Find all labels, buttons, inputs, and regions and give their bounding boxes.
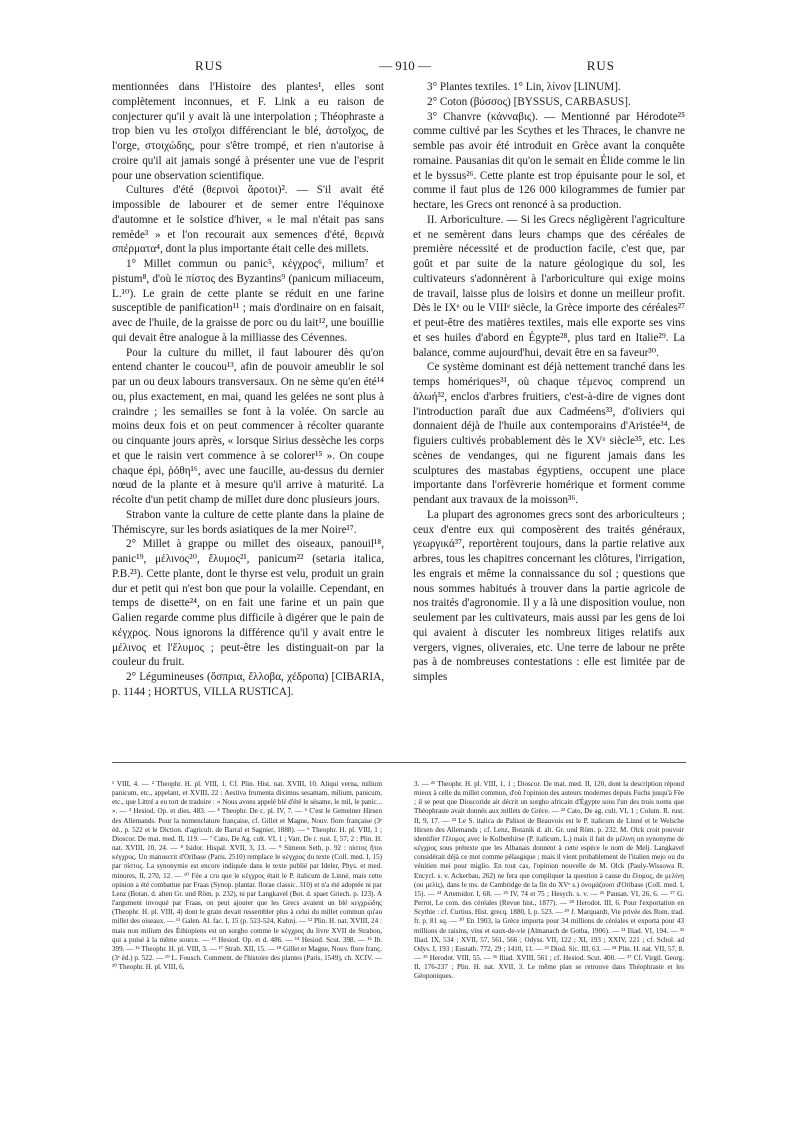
paragraph: Pour la culture du millet, il faut labourer dès qu'on entend chanter le coucou¹³, afin de pouvoir ameublir le sol par un ou deux labours transversaux. On ne sème qu'en été¹⁴ ou, plus exactement, en mai, quand les gelées ne sont plus à craindre ; les semailles se font à la volée. On sarcle au moins deux fois et on peut commencer à récolter quarante ou cinquante jours après, « lorsque Sirius dessèche les corps et que le raisin vert commence à se colorer¹⁵ ». On coupe chaque épi, ῥόθη¹⁶, avec une faucille, au-dessus du dernier nœud de la plante et à mesure qu'il arrive à maturité. La récolte d'un petit champ de millet dure donc plusieurs jours.	[112, 346, 384, 506]
footnote-block: ¹ VIII, 4. — ² Theophr. H. pl. VIII, 1. Cf. Plin. Hist. nat. XVIII, 10. Aliqui verna, milium panicum, etc., appelant, et XVIII, 22 : Aestiva frumenta diximus sesamam, milium, panicum, etc., que Littré a eu tort de traduire : « Nous avons appelé blé d'été le sésame, le mil, le panic... ». — ³ Hesiod. Op. et dies, 483. — ⁴ Theophr. De c. pl. IV, 7. — ⁵ C'est le Gemeiner Hirsen des Allemands. Pour la nomenclature française, cf. Gillet et Magne, Nouv. flore française (3ᵉ éd., p. 522 et le Diction. d'agricult. de Barral et Sagnier, 1888). — ⁶ Theophr. H. pl. VIII, 1 ; Dioscor. De mat. med. II, 119. — ⁷ Cato, De Ag. cult. VI, 1 ; Varr. De r. rust. I, 57, 2 ; Plin. H. nat. XVIII, 10, 24. — ⁸ Isidor. Hispal. XVII, 3, 13. — ⁹ Simeon Seth, p. 92 : πίστος ἤτοι κέγχρος. Un manuscrit d'Oribase (Paris. 2510) remplace le κέγχρος du texte (Coll. med. I, 15) par πίστος. La synonymie est encore indiquée dans le texte publié par Ideler, Phys. et med. minores, II, 270, 12. — ¹⁰ Fée a cru que le κέγχρος était le P. italicum de Linné, mais cette opinion a été combattue par Fraas (Synop. plantar. florae classic. 310) et n'a été adoptée ni par Lenz (Botan. d. alten Gr. und Röm. p. 232), ni par Langkavel (Bot. d. spaet Griech. p. 123). A l'argument invoqué par Fraas, on peut ajouter que les Grecs avaient un blé κεγχρώδης (Theophr. H. pl. VIII, 4) dont le grain devait ressembler plus à celui du millet commun qu'au millet des oiseaux. — ¹¹ Galen. Al. fac. I, 15 (p. 523-524, Kuhn). — ¹² Plin. H. nat. XVIII, 24 : mais non milium des Éthiopiens est un sorgho comme le κέγχρος du livre XVII de Strabon, qui a puisé à la même source. — ¹³ Hesiod. Op. et d. 486. — ¹⁴ Hesiod. Scut. 398. — ¹⁵ Ib. 399. — ¹⁶ Theophr. H. pl. VIII, 3. — ¹⁷ Strab. XII, 15. — ¹⁸ Gillet et Magne, Nouv. flore franç. (3ᵉ éd.) p. 522. — ¹⁹ L. Fousch. Comment. de l'histoire des plantes (Paris, 1549), ch. XCIV. — ²⁰ Theophr. H. pl. VIII, 6,	[112, 780, 382, 972]
left-text-column	[112, 80, 384, 698]
right-text-column	[413, 80, 685, 760]
paragraph: 2° Coton (βύσσος) [BYSSUS, CARBASUS].	[427, 95, 631, 108]
paragraph: 3° Chanvre (κάνναβις). — Mentionné par Hérodote²⁵ comme cultivé par les Scythes et les Thraces, le chanvre ne semble pas avoir été introduit en Grèce avant la conquête romaine. Pausanias dit qu'on le semait en Élide comme le lin et le byssus²⁶. Cette plante est trop épuisante pour le sol, et comme il faut plus de 126 000 kilogrammes de fumier par hectare, les Grecs ont renoncé à sa production.	[413, 110, 686, 211]
paragraph: 2° Millet à grappe ou millet des oiseaux, panouil¹⁸, panic¹⁹, μέλινος²⁰, ἔλυμος²¹, panicum²² (setaria italica, P.B.²³). Cette plante, dont le thyrse est velu, produit un grain dur et petit qui n'est bon que pour la volaille. Cependant, en temps de disette²⁴, on en fait une farine et un pain que Galien regarde comme plus difficile à digérer que le pain de κέγχρος. Nous ignorons la différence qu'il y avait entre le μέλινος et l'ἔλυμος ; peut-être les distinguait-on par la couleur du fruit.	[112, 538, 384, 669]
footnotes-left	[112, 780, 382, 1055]
running-head-right: RUS	[586, 58, 615, 73]
paragraph: 1° Millet commun ou panic⁵, κέγχρος⁶, milium⁷ et pistum⁸, d'où le πίστος des Byzantins⁹ (panicum miliaceum, L.¹⁰). Le grain de cette plante se réduit en une farine susceptible de panification¹¹ ; mais d'ordinaire on en faisait, avec de l'huile, de la graisse de porc ou du lait¹², une bouillie qui devait être analogue à la milliasse des Cévennes.	[112, 258, 384, 344]
page-number: — 910 —	[379, 58, 431, 73]
paragraph: Ce système dominant est déjà nettement tranché dans les temps homériques³¹, où chaque τέμενος comprend un ἀλωή³², enclos d'arbres fruitiers, c'est-à-dire de vignes dont l'introduction paraît due aux Cadméens³³, d'oliviers qui donnaient déjà de l'huile aux contemporains d'Aristée³⁴, de figuiers cultivés probablement dès le XVᵉ siècle³⁵, etc. Les scènes de vendanges, qui ne figurent jamais dans les sculptures des mastabas égyptiens, occupent une place importante dans l'orfèvrerie homérique et forment comme pendant aux travaux de la moisson³⁶.	[413, 361, 685, 506]
paragraph: La plupart des agronomes grecs sont des arboriculteurs ; ceux d'entre eux qui composèrent des traités généraux, γεωργικά³⁷, reportèrent toujours, dans la partie relative aux arbres, tous les chapitres concernant les clôtures, l'irrigation, les engrais et même la connaissance du sol ; questions que nous sommes habitués à trouver dans la partie agricole de nos traités d'agronomie. Il y a là une disposition voulue, non seulement par les cultivateurs, mais aussi par les gens de loi qui avaient à discuter les nombreux litiges relatifs aux vergers, vignes, oliveraies, etc. Une terre de labour ne prête pas à de nombreuses contestations : elle est limitée par de simples	[413, 508, 685, 683]
footnote-separator	[112, 762, 686, 763]
page-header	[195, 58, 615, 76]
paragraph: II. Arboriculture. — Si les Grecs négligèrent l'agriculture et ne semèrent dans leurs champs que des céréales de première nécessité et de production facile, c'est que, par goût et par suite de la nature géologique du sol, les cultivateurs s'adonnèrent à l'arboriculture qui exige moins de travail, laisse plus de loisirs et donne un meilleur profit. Dès le IXᵉ ou le VIIIᵉ siècle, la Grèce importe des céréales²⁷ et peut-être des matières textiles, mais elle exporte ses vins et ses huiles d'abord en Égypte²⁸, plus tard en Italie²⁹. La balance, comme aujourd'hui, devait être en sa faveur³⁰.	[413, 213, 685, 359]
footnote-block: 3. — ²¹ Theophr. H. pl. VIII, 1, 1 ; Dioscor. De mat. med. II, 120, dont la description répond mieux à celle du millet commun, d'où l'opinion des auteurs modernes depuis Fuchs jusqu'à Fée ; il se peut que Dioscoride ait décrit un sorgho africain d'Égypte sous l'un des trois noms que Théophraste avait donnés aux millets de Grèce. — ²² Cato, De ag. cult. VI, 1 ; Colum. R. rust. II, 9, 17. — ²³ Le S. italica de Palisot de Beauvois est le P. italicum de Linné et le Welsche Hirsen des Allemands ; cf. Lenz, Botanik d. alt. Gr. und Röm. p. 232. M. Olck croit pouvoir identifier l'ἔλυμος avec le Kolbenhirse (P. italicum, L.) mais il fait de μέλινη un synonyme de κέγχρος sous prétexte que les Albanais donnent à cette espèce le nom de Melj. Langkavel considérait déjà ce mot comme pélasgique ; mais il vient probablement de l'italien mejo ou du vénitien mei pour miglio. En tout cas, l'opinion nouvelle de M. Olck (Pauly-Wissowa R. Encycl. s. v. Ackerbau, 262) ne fera que compliquer la question à cause du ἔλυμος, de μελίνη (ou μελίς), dans le ms. de Cambridge de la fin du XVᵉ s.) ὀνομάζουσι d'Oribase (Coll. med. I, 15). — ²⁴ Artemidor. I, 68. — ²⁵ IV, 74 et 75 ; Hesych. s. v. — ²⁶ Pausan. VI, 26, 6. — ²⁷ G. Perrot, Le com. des céréales (Revue hist., 1877). — ²⁸ Herodot. III, 6. Pour l'exportation en Scythie : cf. Curtius, Hist. grecq. 1880, I, p. 523. — ²⁹ J. Marquardt, Vie privée des Rom. trad. fr. p. 81 sq. — ³⁰ En 1903, la Grèce importa pour 34 millions de céréales et exporta pour 43 millions de raisins, vins et eaux-de-vie (Almanach de Gotha, 1906). — ³¹ Iliad. VI, 194. — ³² Iliad. IX, 534 ; XVII, 57, 561, 566 ; Odyss. VII, 122 ; XI, 193 ; XXIV, 221 ; cf. Schol. ad Odys. I, 193 ; Eustath. 772, 29 ; 1410, 11. — ³³ Diod. Sic. III, 63. — ³⁴ Plin. H. nat. VII, 57, 8. — ³⁵ Herodot. VIII, 55. — ³⁶ Iliad. XVIII, 561 ; cf. Hesiod. Scut. 400. — ³⁷ Cf. Virgil. Georg. II, 176-237 ; Plin. H. nat. XVII, 3. Le même plan se retrouve dans Théophraste et les Géoponiques.	[414, 780, 684, 981]
paragraph: Strabon vante la culture de cette plante dans la plaine de Thémiscyre, sur les bords asiatiques de la mer Noire¹⁷.	[112, 508, 384, 536]
paragraph: mentionnées dans l'Histoire des plantes¹, elles sont complètement inconnues, et F. Link a eu raison de conjecturer qu'il y avait là une interpolation ; Théophraste a trop bien vu les στοῖχοι différenciant le blé, ἀστοῖχος, de l'orge, στοιχώδης, pour s'être trompé, et rien n'autorise à croire qu'il ait jamais songé à présenter une vue de l'esprit pour une observation scientifique.	[112, 81, 384, 182]
running-head-left: RUS	[195, 58, 224, 73]
paragraph: 2° Légumineuses (ὄσπρια, ἔλλοβα, χέδροπα) [CIBARIA, p. 1144 ; HORTUS, VILLA RUSTICA].	[112, 671, 384, 698]
footnotes-right	[414, 780, 684, 981]
paragraph: Cultures d'été (θερινοὶ ἄροτοι)². — S'il avait été impossible de labourer et de semer entre l'équinoxe d'automne et le solstice d'hiver, « le mal n'était pas sans remède³ » et l'on recourait aux semences d'été, θερινὰ σπέρματα⁴, dont la plus importante était celle des millets.	[112, 184, 384, 256]
paragraph: 3° Plantes textiles. 1° Lin, λίνον [LINUM].	[427, 81, 621, 93]
